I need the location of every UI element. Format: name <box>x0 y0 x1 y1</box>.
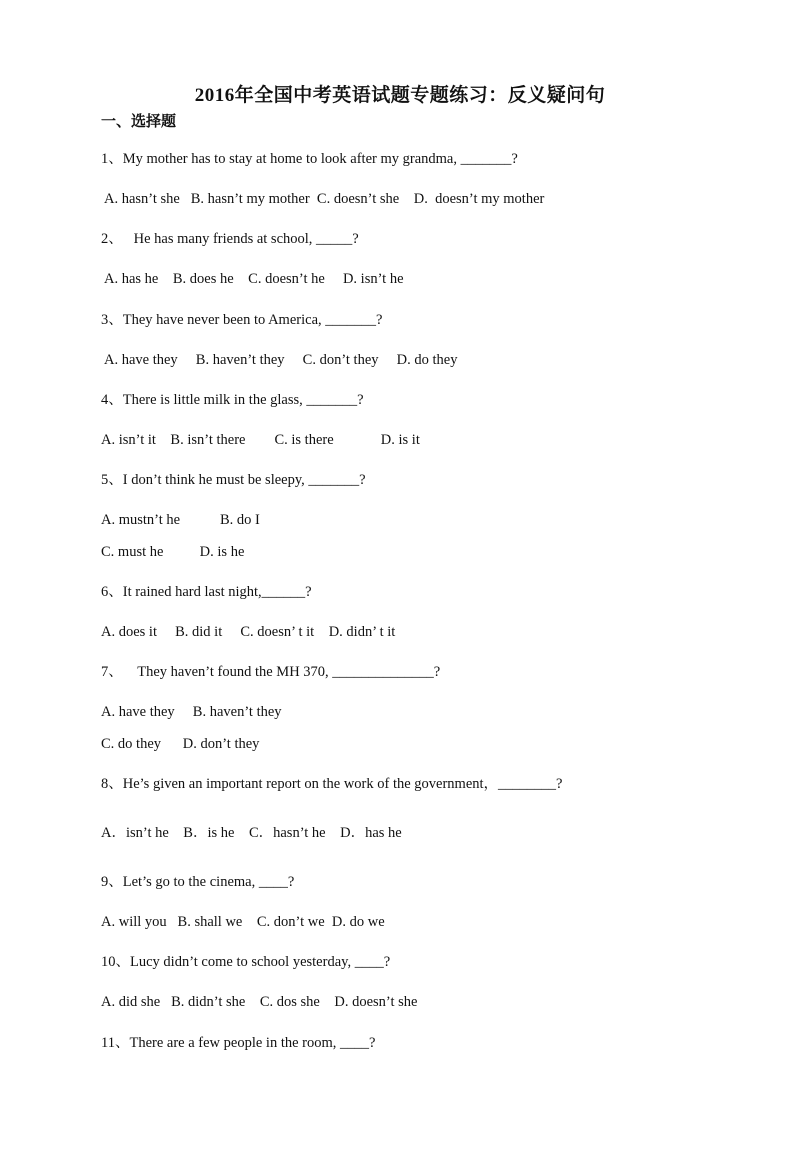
question-1: 1、My mother has to stay at home to look after my grandma, _______? <box>101 151 518 167</box>
question-5: 5、I don’t think he must be sleepy, _______? <box>101 472 366 488</box>
section-heading: 一、选择题 <box>101 114 177 130</box>
question-3: 3、They have never been to America, _______? <box>101 312 383 328</box>
question-2: 2、 He has many friends at school, _____? <box>101 231 359 247</box>
question-7: 7、 They haven’t found the MH 370, ______________? <box>101 664 441 680</box>
question-4: 4、There is little milk in the glass, _______? <box>101 392 364 408</box>
question-9: 9、Let’s go to the cinema, ____? <box>101 874 295 890</box>
question-6: 6、It rained hard last night,______? <box>101 584 312 600</box>
options-6: A. does it B. did it C. doesn’ t it D. didn’ t it <box>101 624 396 640</box>
options-10: A. did she B. didn’t she C. dos she D. doesn’t she <box>101 994 418 1010</box>
options-3: A. have they B. haven’t they C. don’t they D. do they <box>104 352 458 368</box>
question-11: 11、There are a few people in the room, ____? <box>101 1035 376 1051</box>
question-8: 8、He’s given an important report on the work of the government，________? <box>101 776 563 792</box>
options-8: A．isn’t he B．is he C．hasn’t he D．has he <box>101 825 402 841</box>
options-9: A. will you B. shall we C. don’t we D. do we <box>101 914 385 930</box>
options-7-line-2: C. do they D. don’t they <box>101 736 260 752</box>
options-5-line-2: C. must he D. is he <box>101 544 245 560</box>
options-1: A. hasn’t she B. hasn’t my mother C. doesn’t she D. doesn’t my mother <box>104 191 545 207</box>
page-title: 2016年全国中考英语试题专题练习：反义疑问句 <box>194 85 606 106</box>
options-5-line-1: A. mustn’t he B. do I <box>101 512 260 528</box>
options-4: A. isn’t it B. isn’t there C. is there D. is it <box>101 432 420 448</box>
options-2: A. has he B. does he C. doesn’t he D. isn’t he <box>104 271 404 287</box>
question-10: 10、Lucy didn’t come to school yesterday, ____? <box>101 954 391 970</box>
options-7-line-1: A. have they B. haven’t they <box>101 704 282 720</box>
